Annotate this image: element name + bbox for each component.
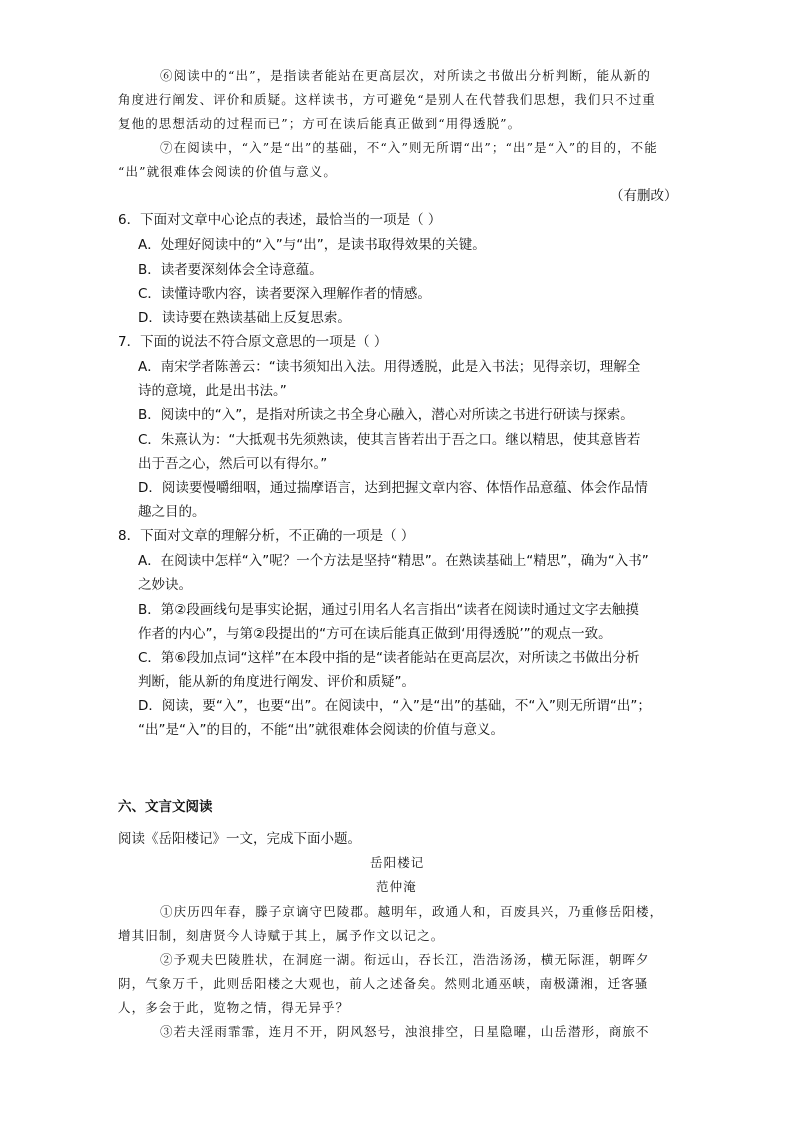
question-8-stem: 8．下面对文章的理解分析，不正确的一项是（ ） (118, 528, 415, 544)
question-7-option-d-line1: D．阅读要慢嚼细咽，通过揣摩语言，达到把握文章内容、体悟作品意蕴、体会作品情 (138, 480, 648, 496)
classical-p3-line1: ③若夫淫雨霏霏，连月不开，阴风怒号，浊浪排空，日星隐曜，山岳潜形，商旅不 (160, 1024, 650, 1039)
question-7-option-c-line1: C．朱熹认为：“大抵观书先须熟读，使其言皆若出于吾之口。继以精思，使其意皆若 (138, 432, 641, 448)
passage-p6-line3: 复他的思想活动的过程而已”；方可在读后能真正做到“用得透脱”。 (118, 116, 522, 131)
classical-p1-line2: 增其旧制，刻唐贤今人诗赋于其上，属予作文以记之。 (118, 928, 445, 943)
question-8-option-d-line1: D．阅读，要“入”，也要“出”。在阅读中，“入”是“出”的基础，不“入”则无所谓“出”； (138, 698, 651, 714)
classical-text-title: 岳阳楼记 (370, 855, 425, 870)
classical-p2-line1: ②予观夫巴陵胜状，在洞庭一湖。衔远山，吞长江，浩浩汤汤，横无际涯，朝晖夕 (160, 952, 650, 967)
source-note: （有删改） (610, 188, 678, 204)
question-8-option-b-line2: 作者的内心”，与第②段提出的“方可在读后能真正做到‘用得透脱’”的观点一致。 (138, 626, 612, 642)
question-6-option-a: A．处理好阅读中的“入”与“出”，是读书取得效果的关键。 (138, 237, 486, 253)
question-8-option-c-line1: C．第⑥段加点词“这样”在本段中指的是“读者能站在更高层次，对所读之书做出分析 (138, 650, 640, 666)
question-7-option-b: B．阅读中的“入”，是指对所读之书全身心融入，潜心对所读之书进行研读与探索。 (138, 407, 634, 423)
question-8-option-d-line2: “出”是“入”的目的，不能“出”就很难体会阅读的价值与意义。 (138, 722, 504, 738)
question-8-option-c-line2: 判断，能从新的角度进行阐发、评价和质疑”。 (138, 674, 415, 690)
passage-p6-line1: ⑥阅读中的“出”，是指读者能站在更高层次，对所读之书做出分析判断，能从新的 (160, 68, 651, 83)
section-instruction: 阅读《岳阳楼记》一文，完成下面小题。 (118, 831, 361, 847)
passage-p7-line2: “出”就很难体会阅读的价值与意义。 (118, 164, 337, 179)
section-heading: 六、文言文阅读 (118, 799, 213, 815)
question-6-option-b: B．读者要深刻体会全诗意蕴。 (138, 262, 323, 278)
question-7-option-c-line2: 出于吾之心，然后可以有得尔。” (138, 456, 328, 472)
question-7-option-a-line2: 诗的意境，此是出书法。” (138, 383, 287, 399)
question-8-option-a-line2: 之妙诀。 (138, 577, 192, 593)
question-8-option-a-line1: A．在阅读中怎样“入”呢？一个方法是坚持“精思”。在熟读基础上“精思”，确为“入书” (138, 553, 649, 569)
question-6-option-c: C．读懂诗歌内容，读者要深入理解作者的情感。 (138, 286, 431, 302)
classical-p1-line1: ①庆历四年春，滕子京谪守巴陵郡。越明年，政通人和，百废具兴，乃重修岳阳楼， (160, 904, 664, 919)
question-7-stem: 7．下面的说法不符合原文意思的一项是（ ） (118, 334, 388, 350)
question-7-option-d-line2: 趣之目的。 (138, 504, 206, 520)
question-6-option-d: D．读诗要在熟读基础上反复思索。 (138, 310, 351, 326)
classical-p2-line3: 人，多会于此，览物之情，得无异乎？ (118, 1000, 350, 1015)
classical-p2-line2: 阴，气象万千，此则岳阳楼之大观也，前人之述备矣。然则北通巫峡，南极潇湘，迁客骚 (118, 976, 649, 991)
question-8-option-b-line1: B．第②段画线句是事实论据，通过引用名人名言指出“读者在阅读时通过文字去触摸 (138, 602, 639, 618)
question-7-option-a-line1: A．南宋学者陈善云：“读书须知出入法。用得透脱，此是入书法；见得亲切，理解全 (138, 359, 641, 375)
passage-p6-line2: 角度进行阐发、评价和质疑。这样读书，方可避免“是别人在代替我们思想，我们只不过重 (118, 92, 656, 107)
passage-p7-line1: ⑦在阅读中，“入”是“出”的基础，不“入”则无所谓“出”；“出”是“入”的目的，不能 (160, 140, 658, 155)
question-6-stem: 6．下面对文章中心论点的表述，最恰当的一项是（ ） (118, 212, 442, 228)
classical-text-author: 范仲淹 (376, 879, 417, 894)
